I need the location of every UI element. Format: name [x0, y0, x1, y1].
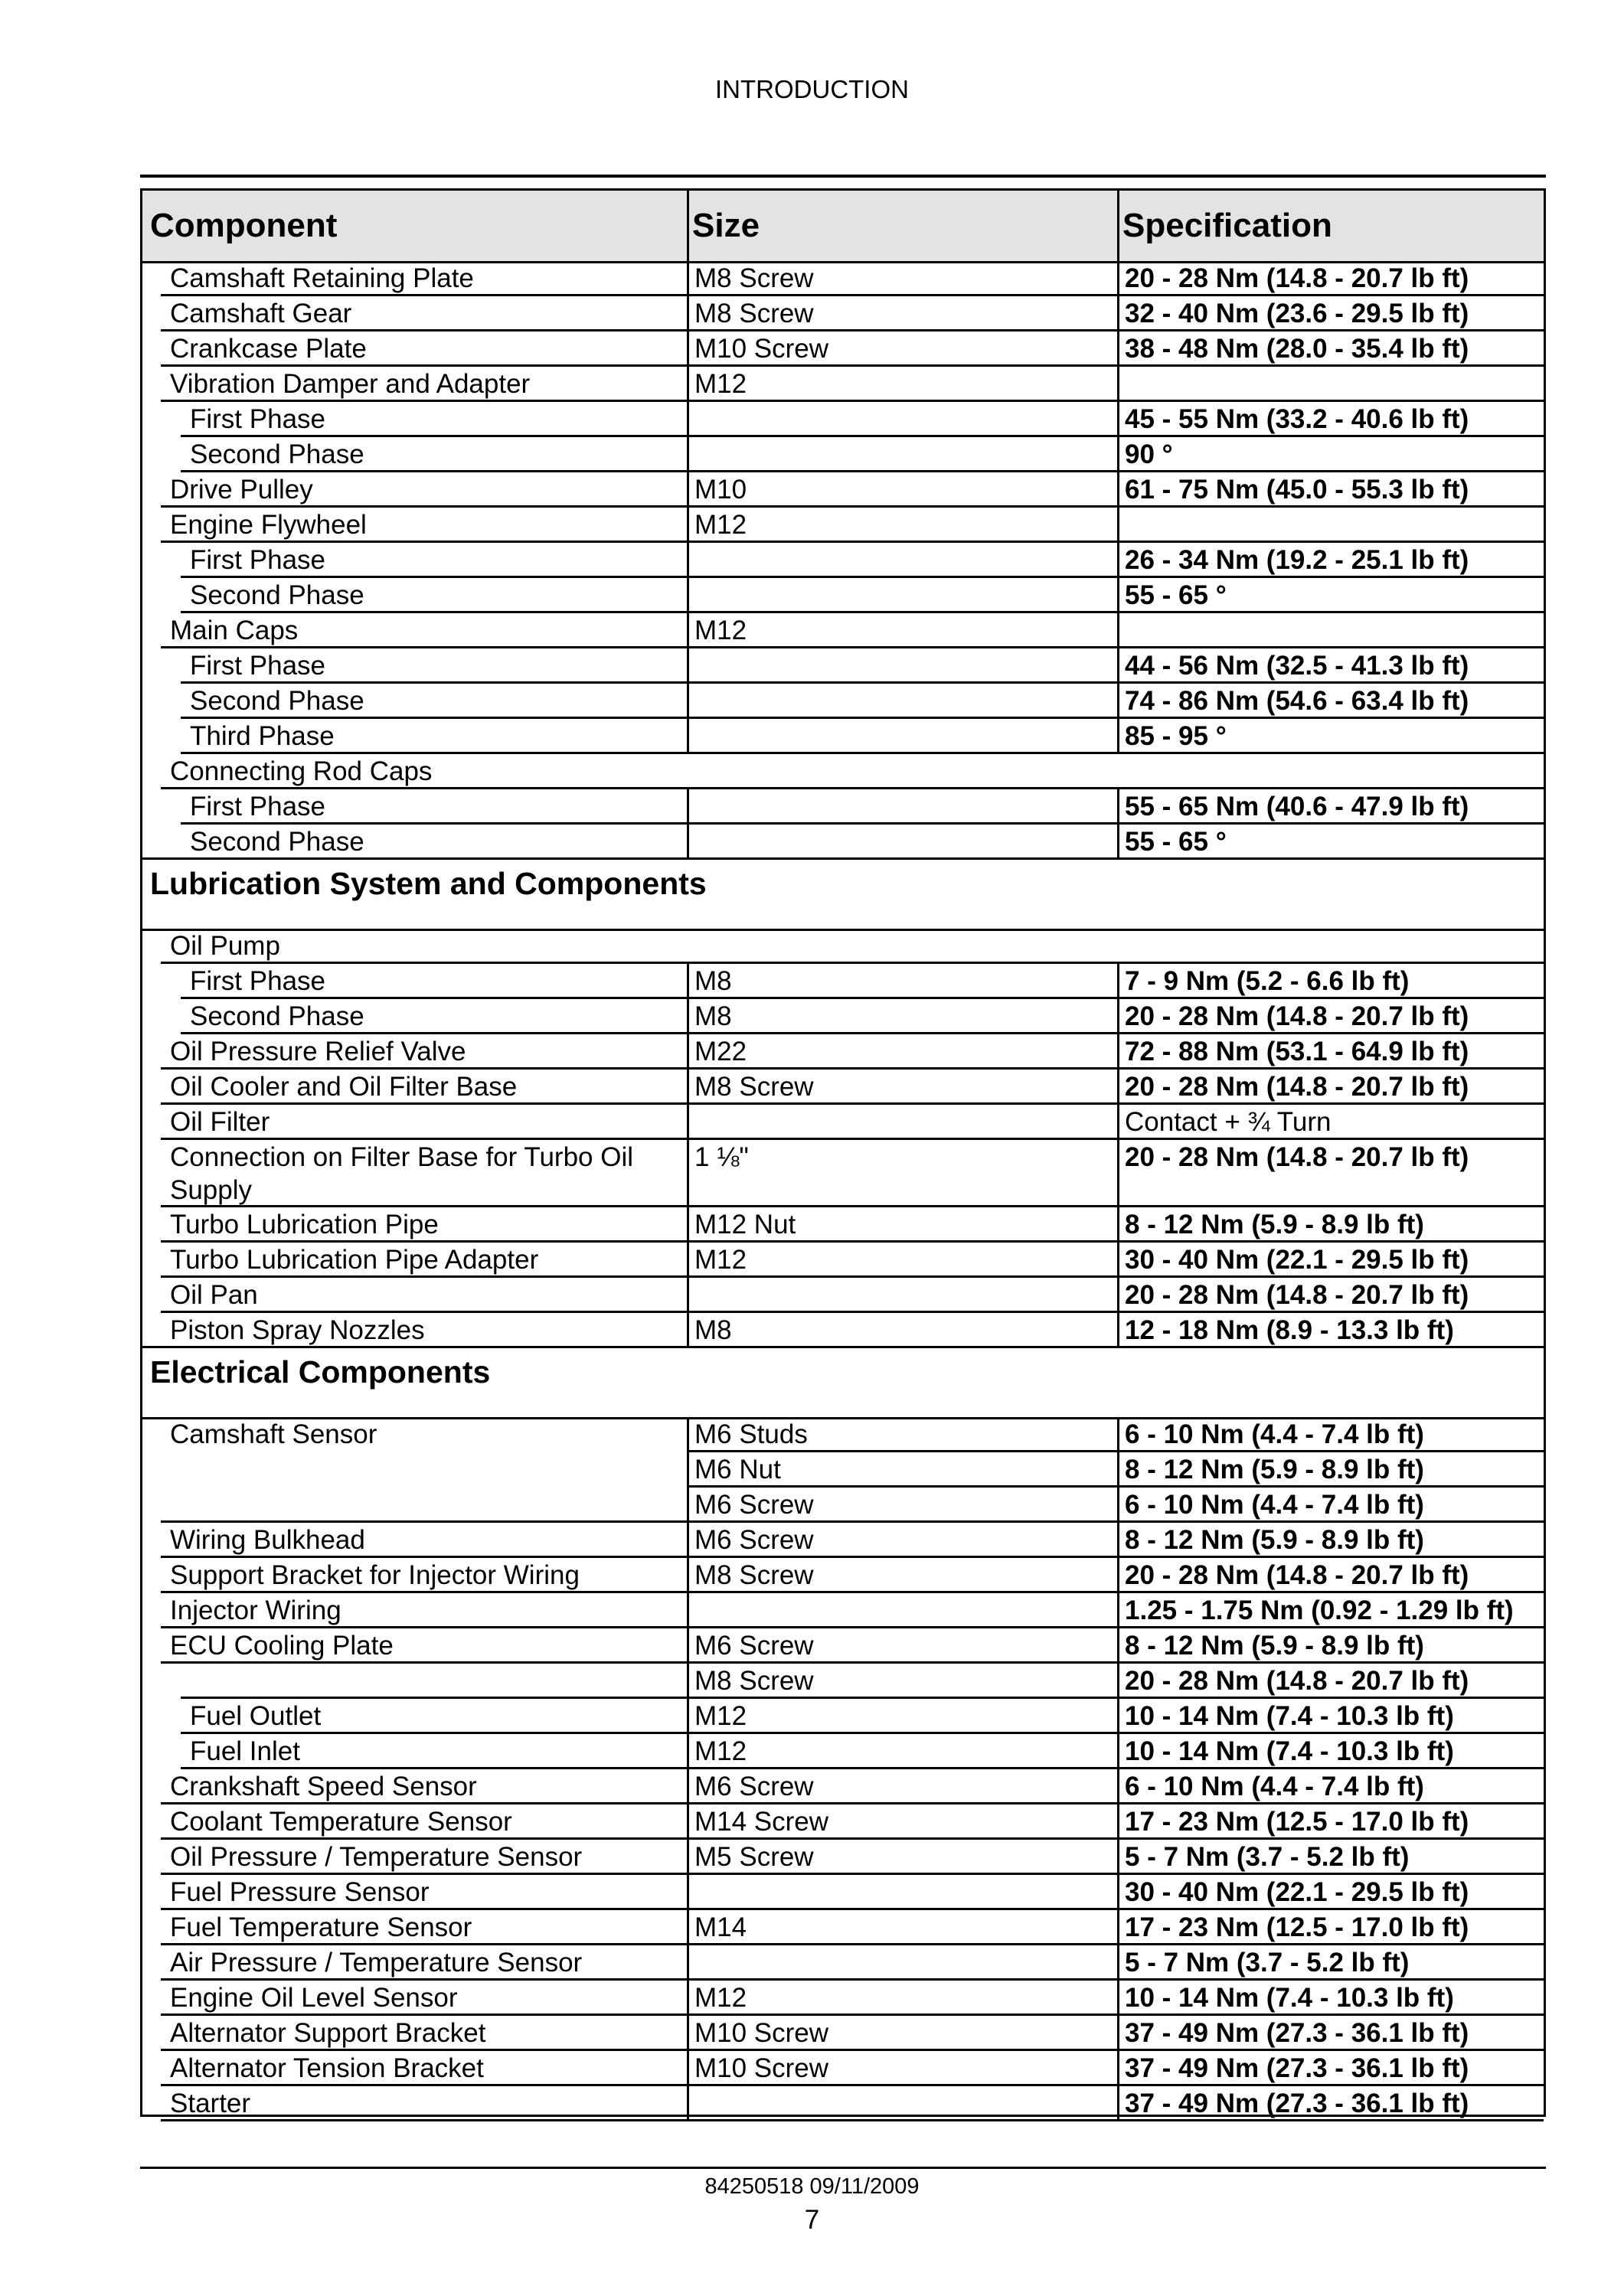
component-cell: Injector Wiring	[170, 1595, 341, 1625]
size-cell: M8 Screw	[694, 299, 814, 328]
table-row	[142, 1840, 1544, 1875]
column-divider	[687, 999, 689, 1034]
column-divider	[1117, 1593, 1119, 1628]
column-divider	[687, 543, 689, 578]
column-divider	[687, 1034, 689, 1070]
table-row	[142, 1981, 1544, 2016]
column-divider	[1117, 2051, 1119, 2086]
column-divider	[687, 2086, 689, 2121]
size-cell: 1 ⅛"	[694, 1142, 749, 1172]
size-cell: M10	[694, 475, 747, 505]
column-divider	[1117, 1313, 1119, 1348]
table-row	[142, 1699, 1544, 1734]
size-cell: M6 Nut	[694, 1455, 781, 1484]
section-title: Lubrication System and Components	[150, 866, 707, 901]
component-cell: Wiring Bulkhead	[170, 1525, 365, 1555]
table-row	[142, 1488, 1544, 1523]
column-divider	[1117, 1243, 1119, 1278]
component-cell: ECU Cooling Plate	[170, 1631, 394, 1661]
column-divider	[687, 1945, 689, 1981]
section-title: Electrical Components	[150, 1354, 491, 1390]
table-row	[142, 367, 1544, 402]
component-cell: Oil Pump	[170, 931, 280, 961]
column-divider	[1117, 1558, 1119, 1593]
column-divider	[687, 367, 689, 402]
size-cell: M12	[694, 510, 747, 540]
column-divider	[687, 1769, 689, 1804]
component-cell: Second Phase	[190, 686, 364, 716]
table-row	[142, 1070, 1544, 1105]
column-header-component: Component	[150, 207, 338, 244]
size-cell: M14	[694, 1912, 747, 1942]
size-cell: M8	[694, 966, 732, 996]
component-cell: First Phase	[190, 966, 325, 996]
table-row	[142, 1140, 1544, 1207]
specification-cell: 32 - 40 Nm (23.6 - 29.5 lb ft)	[1125, 299, 1469, 328]
column-divider	[687, 437, 689, 472]
column-divider	[1117, 1278, 1119, 1313]
footer-rule	[140, 2167, 1546, 2169]
component-cell: Oil Pan	[170, 1280, 258, 1310]
table-row	[142, 1769, 1544, 1804]
component-cell: Fuel Outlet	[190, 1701, 322, 1731]
size-cell: M14 Screw	[694, 1807, 829, 1837]
table-row	[142, 825, 1544, 860]
component-cell: Support Bracket for Injector Wiring	[170, 1560, 580, 1590]
column-header-specification: Specification	[1122, 207, 1332, 244]
size-cell: M8 Screw	[694, 1666, 814, 1696]
component-cell: Connecting Rod Caps	[170, 756, 433, 786]
column-divider	[687, 1313, 689, 1348]
size-cell: M12	[694, 1983, 747, 2013]
size-cell: M8	[694, 1315, 732, 1345]
size-cell: M10 Screw	[694, 334, 829, 364]
size-cell: M5 Screw	[694, 1842, 814, 1872]
header-column-divider	[687, 191, 689, 261]
specification-cell: 8 - 12 Nm (5.9 - 8.9 lb ft)	[1125, 1455, 1424, 1484]
column-divider	[687, 789, 689, 825]
specification-cell: 30 - 40 Nm (22.1 - 29.5 lb ft)	[1125, 1877, 1469, 1907]
column-divider	[1117, 825, 1119, 860]
size-cell: M8	[694, 1001, 732, 1031]
table-row	[142, 296, 1544, 331]
table-row	[142, 1452, 1544, 1488]
column-header-size: Size	[692, 207, 760, 244]
torque-spec-table	[140, 188, 1546, 2117]
table-row	[142, 1313, 1544, 1348]
size-cell: M12	[694, 369, 747, 399]
specification-cell: 20 - 28 Nm (14.8 - 20.7 lb ft)	[1125, 1072, 1469, 1102]
component-cell: Crankcase Plate	[170, 334, 367, 364]
specification-cell: 17 - 23 Nm (12.5 - 17.0 lb ft)	[1125, 1807, 1469, 1837]
table-row	[142, 1105, 1544, 1140]
column-divider	[1117, 437, 1119, 472]
specification-cell: 30 - 40 Nm (22.1 - 29.5 lb ft)	[1125, 1245, 1469, 1275]
component-cell: Turbo Lubrication Pipe	[170, 1210, 439, 1239]
table-row	[142, 1417, 1544, 1452]
column-divider	[1117, 472, 1119, 508]
column-divider	[1117, 2086, 1119, 2121]
size-cell: M8 Screw	[694, 263, 814, 293]
component-cell: Oil Pressure Relief Valve	[170, 1037, 466, 1066]
table-row	[142, 543, 1544, 578]
specification-cell: 6 - 10 Nm (4.4 - 7.4 lb ft)	[1125, 1419, 1424, 1449]
table-row	[142, 1558, 1544, 1593]
component-cell: Second Phase	[190, 1001, 364, 1031]
column-divider	[687, 1488, 689, 1523]
column-divider	[687, 578, 689, 613]
specification-cell: 8 - 12 Nm (5.9 - 8.9 lb ft)	[1125, 1525, 1424, 1555]
component-cell: Camshaft Sensor	[170, 1419, 377, 1449]
component-cell: Crankshaft Speed Sensor	[170, 1772, 477, 1801]
size-cell: M22	[694, 1037, 747, 1066]
component-cell: Engine Oil Level Sensor	[170, 1983, 458, 2013]
page-header-title: INTRODUCTION	[715, 75, 909, 103]
column-divider	[687, 1593, 689, 1628]
table-row	[142, 508, 1544, 543]
table-row	[142, 929, 1544, 964]
table-header-row	[142, 191, 1544, 263]
header-column-divider	[1117, 191, 1119, 261]
table-row	[142, 1243, 1544, 1278]
column-divider	[687, 261, 689, 296]
component-cell: Turbo Lubrication Pipe Adapter	[170, 1245, 539, 1275]
size-cell: M8 Screw	[694, 1072, 814, 1102]
column-divider	[687, 648, 689, 684]
specification-cell: 10 - 14 Nm (7.4 - 10.3 lb ft)	[1125, 1983, 1454, 2013]
table-row	[142, 1734, 1544, 1769]
column-divider	[1117, 1910, 1119, 1945]
column-divider	[1117, 1034, 1119, 1070]
component-cell: Connection on Filter Base for Turbo Oil Supply	[170, 1142, 634, 1205]
specification-cell: 7 - 9 Nm (5.2 - 6.6 lb ft)	[1125, 966, 1410, 996]
section-heading-row	[142, 857, 1544, 931]
specification-cell: 37 - 49 Nm (27.3 - 36.1 lb ft)	[1125, 2089, 1469, 2118]
size-cell: M12	[694, 1736, 747, 1766]
column-divider	[1117, 964, 1119, 999]
specification-cell: 8 - 12 Nm (5.9 - 8.9 lb ft)	[1125, 1210, 1424, 1239]
size-cell: M10 Screw	[694, 2018, 829, 2048]
specification-cell: 12 - 18 Nm (8.9 - 13.3 lb ft)	[1125, 1315, 1454, 1345]
column-divider	[1117, 1417, 1119, 1452]
specification-cell: 44 - 56 Nm (32.5 - 41.3 lb ft)	[1125, 651, 1469, 681]
specification-cell: 10 - 14 Nm (7.4 - 10.3 lb ft)	[1125, 1701, 1454, 1731]
table-row	[142, 472, 1544, 508]
specification-cell: 20 - 28 Nm (14.8 - 20.7 lb ft)	[1125, 1001, 1469, 1031]
table-row	[142, 578, 1544, 613]
column-divider	[687, 296, 689, 331]
component-cell: First Phase	[190, 404, 325, 434]
column-divider	[687, 331, 689, 367]
component-cell: Alternator Tension Bracket	[170, 2053, 484, 2083]
column-divider	[1117, 1105, 1119, 1140]
component-cell: Starter	[170, 2089, 251, 2118]
column-divider	[1117, 1840, 1119, 1875]
column-divider	[687, 1981, 689, 2016]
specification-cell: 1.25 - 1.75 Nm (0.92 - 1.29 lb ft)	[1125, 1595, 1514, 1625]
table-row	[142, 1034, 1544, 1070]
column-divider	[687, 1558, 689, 1593]
header-rule	[140, 175, 1546, 178]
column-divider	[687, 2051, 689, 2086]
component-cell: Camshaft Gear	[170, 299, 352, 328]
specification-cell: 20 - 28 Nm (14.8 - 20.7 lb ft)	[1125, 1142, 1469, 1172]
table-row	[142, 1593, 1544, 1628]
specification-cell: 90 °	[1125, 439, 1173, 469]
column-divider	[1117, 999, 1119, 1034]
specification-cell: 55 - 65 Nm (40.6 - 47.9 lb ft)	[1125, 792, 1469, 821]
column-divider	[1117, 1875, 1119, 1910]
component-cell: Oil Pressure / Temperature Sensor	[170, 1842, 583, 1872]
table-row	[142, 754, 1544, 789]
column-divider	[687, 613, 689, 648]
specification-cell: 6 - 10 Nm (4.4 - 7.4 lb ft)	[1125, 1772, 1424, 1801]
specification-cell: 5 - 7 Nm (3.7 - 5.2 lb ft)	[1125, 1842, 1410, 1872]
component-cell: First Phase	[190, 792, 325, 821]
specification-cell: 20 - 28 Nm (14.8 - 20.7 lb ft)	[1125, 1560, 1469, 1590]
column-divider	[687, 508, 689, 543]
table-row	[142, 1804, 1544, 1840]
specification-cell: 20 - 28 Nm (14.8 - 20.7 lb ft)	[1125, 1666, 1469, 1696]
column-divider	[687, 1452, 689, 1488]
column-divider	[687, 2016, 689, 2051]
column-divider	[1117, 578, 1119, 613]
column-divider	[687, 1840, 689, 1875]
component-cell: Third Phase	[190, 721, 335, 751]
column-divider	[687, 1278, 689, 1313]
component-cell: Fuel Temperature Sensor	[170, 1912, 472, 1942]
column-divider	[1117, 684, 1119, 719]
component-cell: Second Phase	[190, 439, 364, 469]
column-divider	[1117, 402, 1119, 437]
specification-cell: 85 - 95 °	[1125, 721, 1227, 751]
size-cell: M6 Screw	[694, 1772, 814, 1801]
size-cell: M6 Screw	[694, 1525, 814, 1555]
size-cell: M12	[694, 1245, 747, 1275]
column-divider	[1117, 1804, 1119, 1840]
table-row	[142, 1628, 1544, 1664]
specification-cell: 17 - 23 Nm (12.5 - 17.0 lb ft)	[1125, 1912, 1469, 1942]
column-divider	[687, 1804, 689, 1840]
column-divider	[1117, 296, 1119, 331]
column-divider	[1117, 1981, 1119, 2016]
component-cell: Second Phase	[190, 580, 364, 610]
component-cell: Coolant Temperature Sensor	[170, 1807, 512, 1837]
specification-cell: 10 - 14 Nm (7.4 - 10.3 lb ft)	[1125, 1736, 1454, 1766]
column-divider	[1117, 367, 1119, 402]
specification-cell: 6 - 10 Nm (4.4 - 7.4 lb ft)	[1125, 1490, 1424, 1520]
component-cell: Engine Flywheel	[170, 510, 367, 540]
column-divider	[1117, 543, 1119, 578]
size-cell: M6 Screw	[694, 1631, 814, 1661]
component-cell: Drive Pulley	[170, 475, 313, 505]
table-row	[142, 2051, 1544, 2086]
specification-cell: 20 - 28 Nm (14.8 - 20.7 lb ft)	[1125, 263, 1469, 293]
table-row	[142, 1664, 1544, 1699]
component-cell: First Phase	[190, 651, 325, 681]
column-divider	[1117, 1140, 1119, 1207]
column-divider	[1117, 613, 1119, 648]
table-row	[142, 684, 1544, 719]
column-divider	[687, 1910, 689, 1945]
size-cell: M6 Screw	[694, 1490, 814, 1520]
table-row	[142, 1207, 1544, 1243]
table-row	[142, 2016, 1544, 2051]
component-cell: First Phase	[190, 545, 325, 575]
column-divider	[687, 719, 689, 754]
column-divider	[1117, 1523, 1119, 1558]
specification-cell: 38 - 48 Nm (28.0 - 35.4 lb ft)	[1125, 334, 1469, 364]
column-divider	[1117, 1628, 1119, 1664]
column-divider	[687, 1070, 689, 1105]
component-cell: Oil Cooler and Oil Filter Base	[170, 1072, 518, 1102]
table-row	[142, 719, 1544, 754]
column-divider	[687, 1243, 689, 1278]
column-divider	[687, 472, 689, 508]
specification-cell: 5 - 7 Nm (3.7 - 5.2 lb ft)	[1125, 1948, 1410, 1978]
specification-cell: 37 - 49 Nm (27.3 - 36.1 lb ft)	[1125, 2018, 1469, 2048]
page-number: 7	[804, 2205, 820, 2235]
size-cell: M8 Screw	[694, 1560, 814, 1590]
column-divider	[1117, 1207, 1119, 1243]
column-divider	[1117, 508, 1119, 543]
section-heading-row	[142, 1346, 1544, 1419]
table-row	[142, 613, 1544, 648]
column-divider	[1117, 1452, 1119, 1488]
specification-cell: 45 - 55 Nm (33.2 - 40.6 lb ft)	[1125, 404, 1469, 434]
column-divider	[687, 1664, 689, 1699]
component-cell: Alternator Support Bracket	[170, 2018, 486, 2048]
specification-cell: 55 - 65 °	[1125, 580, 1227, 610]
component-cell: Main Caps	[170, 616, 299, 645]
size-cell: M6 Studs	[694, 1419, 808, 1449]
table-row	[142, 331, 1544, 367]
column-divider	[687, 1140, 689, 1207]
table-row	[142, 2086, 1544, 2121]
column-divider	[1117, 1070, 1119, 1105]
column-divider	[1117, 1734, 1119, 1769]
component-cell: Oil Filter	[170, 1107, 270, 1137]
column-divider	[687, 402, 689, 437]
table-row	[142, 402, 1544, 437]
table-row	[142, 437, 1544, 472]
specification-cell: 72 - 88 Nm (53.1 - 64.9 lb ft)	[1125, 1037, 1469, 1066]
specification-cell: 37 - 49 Nm (27.3 - 36.1 lb ft)	[1125, 2053, 1469, 2083]
table-row	[142, 964, 1544, 999]
column-divider	[687, 964, 689, 999]
table-row	[142, 1945, 1544, 1981]
row-rule	[161, 2119, 1544, 2121]
component-cell: Vibration Damper and Adapter	[170, 369, 531, 399]
column-divider	[687, 1699, 689, 1734]
column-divider	[1117, 1488, 1119, 1523]
component-cell: Camshaft Retaining Plate	[170, 263, 474, 293]
table-row	[142, 1278, 1544, 1313]
column-divider	[687, 1734, 689, 1769]
table-row	[142, 1910, 1544, 1945]
column-divider	[687, 1875, 689, 1910]
column-divider	[1117, 331, 1119, 367]
column-divider	[687, 1628, 689, 1664]
size-cell: M12	[694, 1701, 747, 1731]
column-divider	[1117, 789, 1119, 825]
column-divider	[1117, 2016, 1119, 2051]
column-divider	[1117, 261, 1119, 296]
column-divider	[1117, 1769, 1119, 1804]
component-cell: Second Phase	[190, 827, 364, 857]
specification-cell: Contact + ¾ Turn	[1125, 1107, 1332, 1137]
table-row	[142, 789, 1544, 825]
column-divider	[1117, 648, 1119, 684]
component-cell: Fuel Inlet	[190, 1736, 300, 1766]
document-id: 84250518 09/11/2009	[704, 2174, 920, 2199]
column-divider	[687, 1105, 689, 1140]
column-divider	[1117, 1699, 1119, 1734]
component-cell: Air Pressure / Temperature Sensor	[170, 1948, 583, 1978]
size-cell: M10 Screw	[694, 2053, 829, 2083]
column-divider	[1117, 1945, 1119, 1981]
column-divider	[687, 684, 689, 719]
column-divider	[687, 1523, 689, 1558]
specification-cell: 55 - 65 °	[1125, 827, 1227, 857]
column-divider	[1117, 719, 1119, 754]
size-cell: M12 Nut	[694, 1210, 796, 1239]
component-cell: Fuel Pressure Sensor	[170, 1877, 430, 1907]
table-row	[142, 1875, 1544, 1910]
component-cell: Piston Spray Nozzles	[170, 1315, 425, 1345]
specification-cell: 8 - 12 Nm (5.9 - 8.9 lb ft)	[1125, 1631, 1424, 1661]
size-cell: M12	[694, 616, 747, 645]
table-row	[142, 999, 1544, 1034]
specification-cell: 74 - 86 Nm (54.6 - 63.4 lb ft)	[1125, 686, 1469, 716]
column-divider	[687, 825, 689, 860]
column-divider	[687, 1417, 689, 1452]
column-divider	[1117, 1664, 1119, 1699]
column-divider	[687, 1207, 689, 1243]
specification-cell: 20 - 28 Nm (14.8 - 20.7 lb ft)	[1125, 1280, 1469, 1310]
specification-cell: 26 - 34 Nm (19.2 - 25.1 lb ft)	[1125, 545, 1469, 575]
table-row	[142, 261, 1544, 296]
table-row	[142, 1523, 1544, 1558]
table-row	[142, 648, 1544, 684]
specification-cell: 61 - 75 Nm (45.0 - 55.3 lb ft)	[1125, 475, 1469, 505]
